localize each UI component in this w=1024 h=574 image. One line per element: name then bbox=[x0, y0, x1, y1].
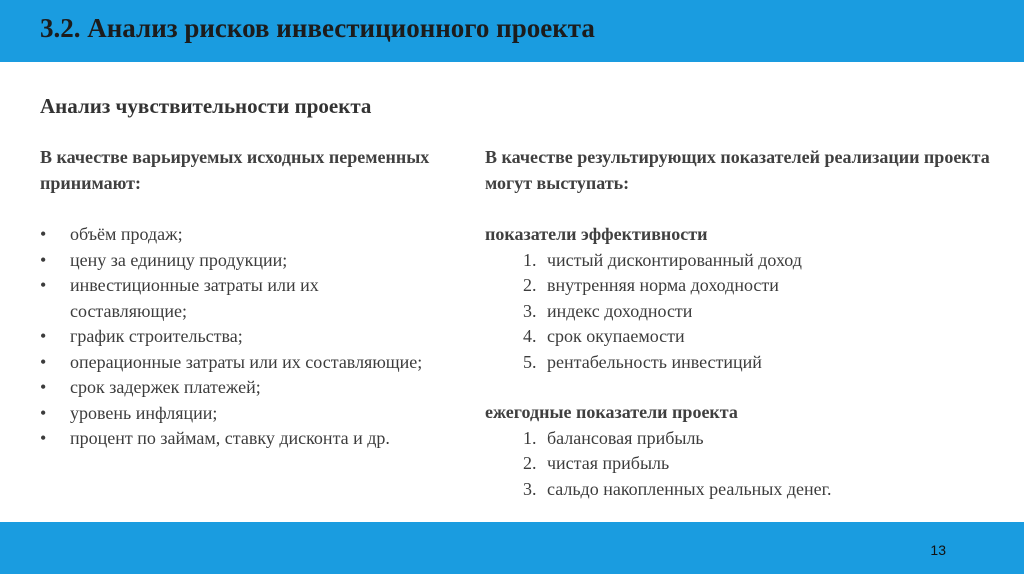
list-item-text: чистый дисконтированный доход bbox=[547, 249, 802, 270]
list-item bbox=[485, 477, 1005, 503]
list-item bbox=[485, 273, 1005, 299]
list-item-text: объём продаж; bbox=[70, 224, 183, 244]
item-number: 3. bbox=[523, 300, 537, 321]
right-column bbox=[485, 145, 1005, 527]
list-item bbox=[40, 324, 440, 350]
group-title-annual: ежегодные показатели проекта bbox=[485, 402, 738, 422]
list-item bbox=[40, 273, 440, 324]
left-intro: В качестве варьируемых исходных переменных принимают: bbox=[40, 147, 430, 193]
right-intro: В качестве результирующих показателей реализации проекта могут выступать: bbox=[485, 147, 990, 193]
bullet-icon: • bbox=[40, 402, 47, 423]
list-item-text: внутренняя норма доходности bbox=[547, 275, 779, 295]
list-item-text: цену за единицу продукции; bbox=[70, 249, 288, 270]
bullet-icon: • bbox=[40, 377, 47, 397]
header-bar bbox=[0, 0, 1024, 62]
bullet-icon: • bbox=[40, 224, 47, 244]
item-number: 5. bbox=[523, 351, 537, 372]
page-number: 13 bbox=[930, 542, 946, 558]
efficiency-list bbox=[485, 248, 1005, 376]
item-number: 1. bbox=[523, 427, 537, 448]
list-item-text: срок окупаемости bbox=[547, 326, 685, 346]
list-item bbox=[485, 350, 1005, 376]
item-number: 2. bbox=[523, 275, 537, 295]
list-item-text: балансовая прибыль bbox=[547, 427, 704, 448]
list-item-text: чистая прибыль bbox=[547, 453, 670, 473]
list-item bbox=[485, 426, 1005, 452]
variables-list bbox=[40, 222, 440, 452]
list-item bbox=[485, 299, 1005, 325]
bullet-icon: • bbox=[40, 249, 47, 270]
list-item-text: уровень инфляции; bbox=[70, 402, 218, 423]
list-item-text: процент по займам, ставку дисконта и др. bbox=[70, 428, 390, 448]
list-item bbox=[485, 248, 1005, 274]
bullet-icon: • bbox=[40, 351, 47, 372]
list-item bbox=[40, 222, 440, 248]
list-item bbox=[40, 426, 440, 452]
bullet-icon: • bbox=[40, 275, 47, 295]
left-column bbox=[40, 145, 440, 452]
item-number: 4. bbox=[523, 326, 537, 346]
list-item bbox=[40, 350, 440, 376]
list-item bbox=[40, 401, 440, 427]
slide-title: 3.2. Анализ рисков инвестиционного проекта bbox=[40, 13, 595, 43]
footer-bar bbox=[0, 522, 1024, 574]
bullet-icon: • bbox=[40, 326, 47, 346]
list-item bbox=[40, 248, 440, 274]
annual-list bbox=[485, 426, 1005, 503]
list-item-text: срок задержек платежей; bbox=[70, 377, 261, 397]
item-number: 1. bbox=[523, 249, 537, 270]
bullet-icon: • bbox=[40, 428, 47, 448]
list-item bbox=[40, 375, 440, 401]
item-number: 2. bbox=[523, 453, 537, 473]
list-item-text: инвестиционные затраты или их составляющие; bbox=[70, 275, 319, 321]
list-item bbox=[485, 324, 1005, 350]
item-number: 3. bbox=[523, 478, 537, 499]
list-item bbox=[485, 451, 1005, 477]
list-item-text: сальдо накопленных реальных денег. bbox=[547, 478, 832, 499]
list-item-text: индекс доходности bbox=[547, 300, 693, 321]
list-item-text: график строительства; bbox=[70, 326, 243, 346]
section-subtitle: Анализ чувствительности проекта bbox=[40, 94, 372, 118]
list-item-text: операционные затраты или их составляющие; bbox=[70, 351, 423, 372]
group-title-efficiency: показатели эффективности bbox=[485, 224, 708, 244]
list-item-text: рентабельность инвестиций bbox=[547, 351, 762, 372]
